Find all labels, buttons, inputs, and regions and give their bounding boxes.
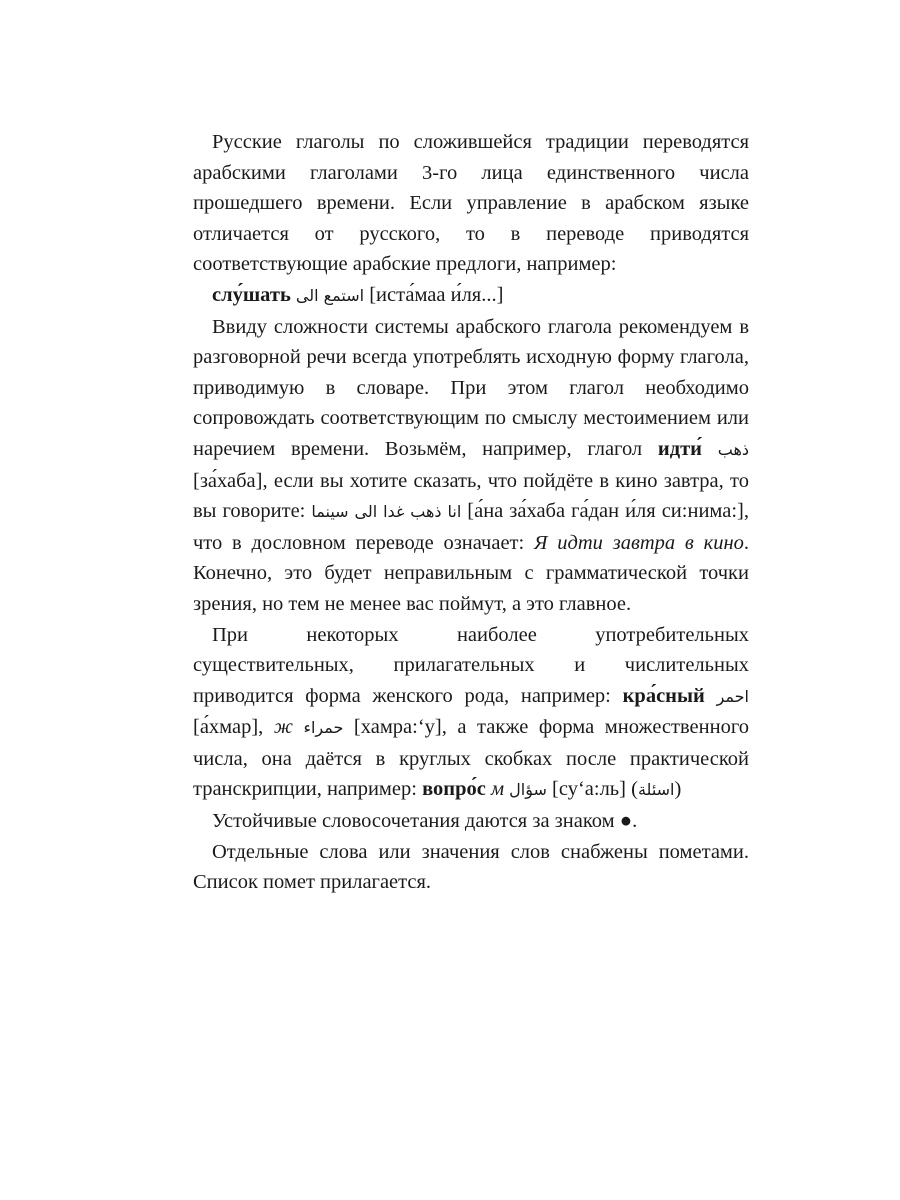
arabic-text: ذهب	[717, 439, 750, 459]
arabic-text: اسئلة	[637, 780, 675, 800]
text-run: Ввиду сложности системы арабского глагола рекомендуем в разговорной речи всегда употреблять исходную форму глагола, приводимую в словаре. При этом глагол необходимо сопровождать соответствующим по смыслу местоимением или наречием времени. Возьмём, например, глагол	[193, 315, 749, 460]
headword: идти́	[657, 437, 702, 460]
arabic-text: استمع الى	[295, 285, 365, 305]
text-run: [а́на за́хаба га́дан и́ля си:нима:], что в дословном переводе означает:	[193, 500, 749, 554]
text-run: )	[674, 778, 682, 801]
text-run: [хамра:‘у], а также форма множественного числа, она даётся в круглых скобках после практической транскрипции, например:	[193, 716, 749, 801]
paragraph-verb-usage	[193, 312, 749, 620]
paragraph-idioms: Устойчивые словосочетания даются за знаком ●.	[212, 810, 638, 833]
paragraph-forms	[193, 620, 749, 807]
text-run: . Конечно, это будет неправильным с грамматической точки зрения, но тем не менее вас поймут, а это главное.	[193, 531, 749, 615]
text-run: [су‘а:ль] (	[546, 778, 638, 801]
arabic-text: احمر	[716, 686, 749, 706]
arabic-text: سؤال	[509, 780, 547, 800]
paragraph-intro: Русские глаголы по сложившейся традиции переводятся арабскими глаголами 3-го лица единственного числа прошедшего времени. Если управление в арабском языке отличается от русского, то в переводе приводятся соответствующие арабские предлоги, например:	[193, 131, 749, 276]
document-body	[193, 127, 749, 898]
italic-example: Я идти завтра в кино	[533, 531, 744, 554]
headword: слу́шать	[212, 283, 291, 306]
example-line	[193, 280, 749, 312]
text-run: При некоторых наиболее употребительных существительных, прилагательных и числительных приводится форма женского рода, например:	[193, 623, 749, 707]
headword: вопро́с	[422, 778, 486, 801]
text-run: [за́хаба], если вы хотите сказать, что пойдёте в кино завтра, то вы говорите:	[193, 469, 749, 523]
arabic-text: انا ذهب غدا الى سينما	[311, 502, 462, 522]
arabic-text: حمراء	[303, 718, 344, 738]
paragraph-labels: Отдельные слова или значения слов снабжены пометами. Список помет прилагается.	[193, 840, 749, 894]
gender-mark: ж	[273, 716, 293, 739]
headword: кра́сный	[622, 684, 705, 707]
transcription: [иста́маа и́ля...]	[369, 283, 504, 306]
gender-mark: м	[490, 778, 505, 801]
text-run: [а́хмар],	[193, 716, 274, 739]
